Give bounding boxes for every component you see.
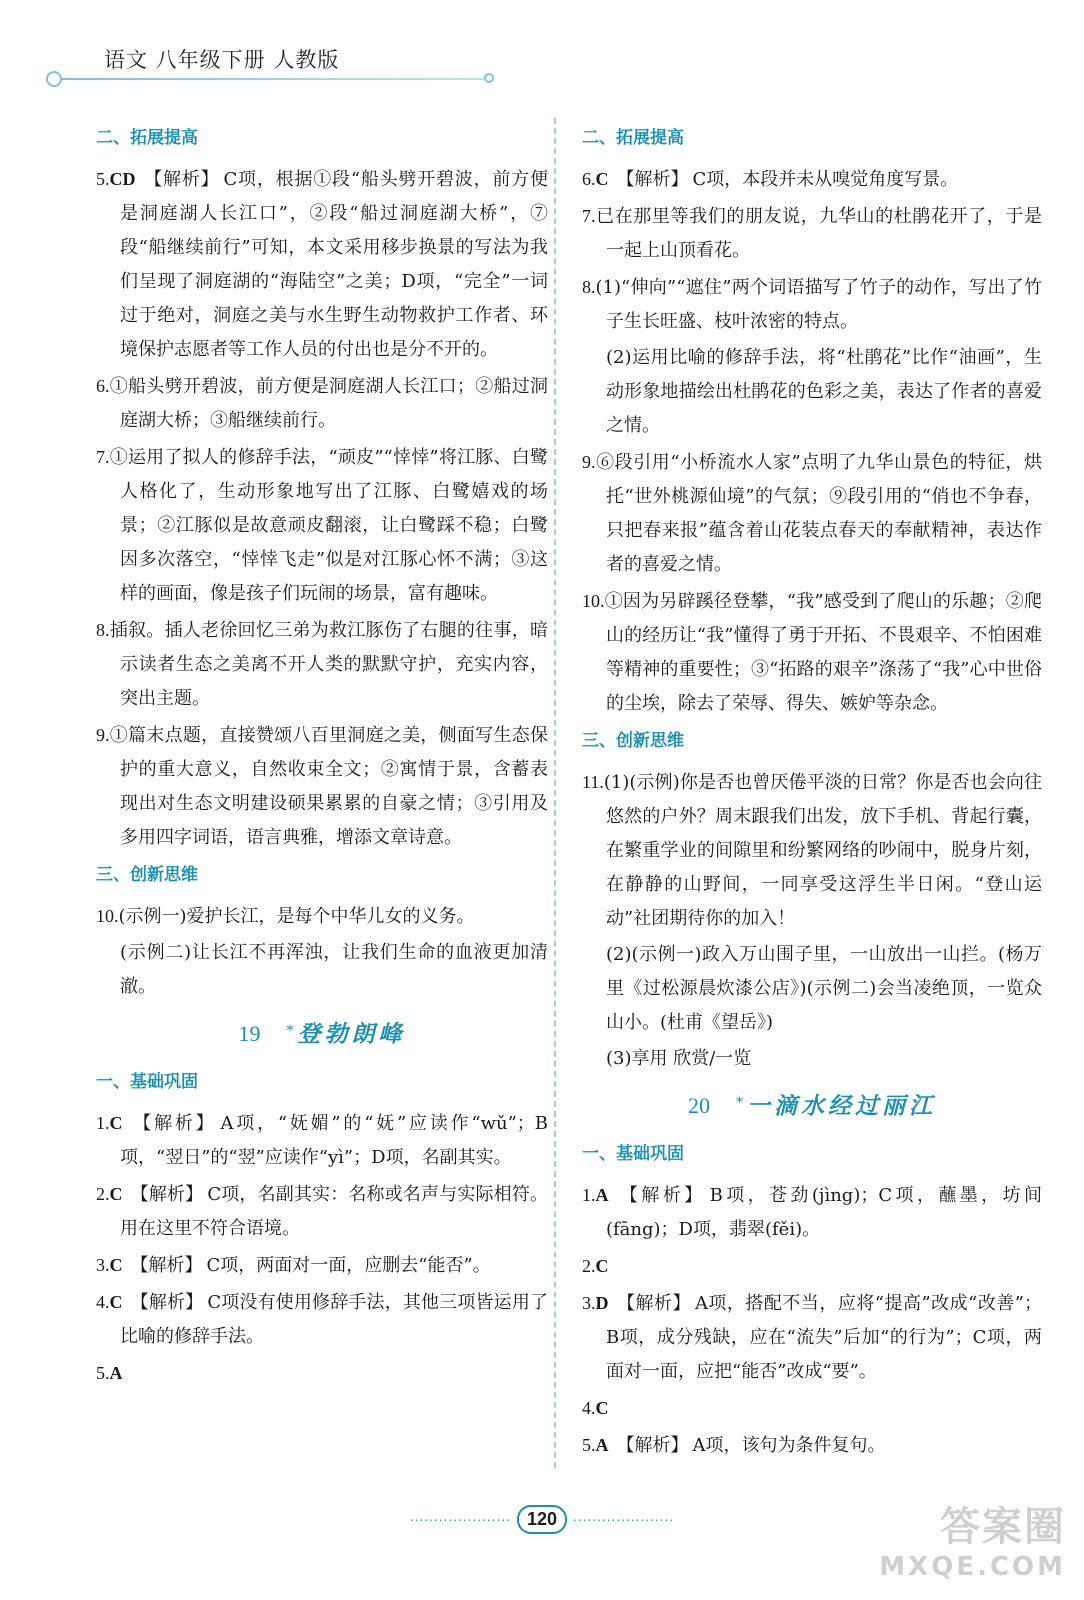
right-column <box>582 122 1042 1465</box>
lesson-number: 20 <box>688 1093 710 1119</box>
column-divider <box>554 118 556 1468</box>
answer-item-5: 5.CD 【解析】 C项，根据①段“船头劈开碧波，前方便是洞庭湖人长江口”，②段“船过洞庭湖大桥”，⑦段“船继续前行”可知，本文采用移步换景的写法为我们呈现了洞庭湖的“海陆空”之美；D项，“完全”一词过于绝对，洞庭之美与水生野生动物救护工作者、环境保护志愿者等工作人员的付出也是分不开的。 <box>96 169 548 360</box>
basic-item-3: 3.D 【解析】 A项，搭配不当，应将“提高”改成“改善”；B项，成分残缺，应在“流失”后加“的行为”；C项，两面对一面，应把“能否”改成“要”。 <box>582 1293 1042 1382</box>
answer-item-7: 7.①运用了拟人的修辞手法，“顽皮”“悻悻”将江豚、白鹭人格化了，生动形象地写出了江豚、白鹭嬉戏的场景；②江豚似是故意顽皮翻滚，让白鹭踩不稳；白鹭因多次落空，“悻悻飞走”似是对江豚心怀不满；③这样的画面，像是孩子们玩闹的场景，富有趣味。 <box>96 447 548 604</box>
answer-item-8: 8.插叙。插人老徐回忆三弟为救江豚伤了右腿的往事，暗示读者生态之美离不开人类的默默守护，充实内容，突出主题。 <box>96 620 548 709</box>
left-column <box>96 122 548 1393</box>
basic-item-5: 5.A 【解析】 A项，该句为条件复句。 <box>582 1435 886 1456</box>
answer-item-7: 7.已在那里等我们的朋友说，九华山的杜鹃花开了，于是一起上山顶看花。 <box>582 206 1042 261</box>
answer-item-11-sub-2: (2)(示例一)政入万山围子里，一山放出一山拦。(杨万里《过松源晨炊漆公店》)(示例二)会当凌绝顶，一览众山小。(杜甫《望岳》) <box>606 944 1042 1033</box>
basic-item-4: 4.C 【解析】 C项没有使用修辞手法，其他三项皆运用了比喻的修辞手法。 <box>96 1292 548 1347</box>
lesson-star: * <box>736 1095 743 1111</box>
basic-item-2: 2.C <box>582 1256 609 1276</box>
lesson-title-19 <box>96 1012 548 1050</box>
answer-item-11: 11.(1)(示例)你是否也曾厌倦平淡的日常？你是否也会向往悠然的户外？周末跟我们出发，放下手机、背起行囊，在繁重学业的间隙里和纷繁网络的吵闹中，脱身片刻，在静静的山野间，一同享受这浮生半日闲。“登山运动”社团期待你的加入！ <box>582 772 1042 929</box>
section-heading-innovation: 三、创新思维 <box>96 865 198 885</box>
watermark-url: MXQE.COM <box>879 1552 1066 1582</box>
answer-item-6: 6.C 【解析】 C项，本段并未从嗅觉角度写景。 <box>582 169 959 190</box>
watermark-text: 答案圈 <box>940 1504 1066 1550</box>
section-heading-basics: 一、基础巩固 <box>582 1144 684 1164</box>
book-header-title: 语文 八年级下册 人教版 <box>104 48 340 72</box>
basic-item-3: 3.C 【解析】 C项，两面对一面，应删去“能否”。 <box>96 1255 491 1276</box>
section-heading-extension: 二、拓展提高 <box>96 128 198 148</box>
footer-dots-right: ····················· <box>573 1513 675 1528</box>
answer-item-10-sub: (示例二)让长江不再浑浊，让我们生命的血液更加清澈。 <box>120 942 548 997</box>
header-rule <box>60 78 490 80</box>
basic-item-1: 1.C 【解析】 A项，“妩媚”的“妩”应读作“wǔ”；B项，“翌日”的“翌”应读作“yì”；D项，名副其实。 <box>96 1113 548 1168</box>
header-dot-left <box>46 71 62 87</box>
basic-item-5: 5.A <box>96 1363 123 1383</box>
answer-item-9: 9.①篇末点题，直接赞颂八百里洞庭之美，侧面写生态保护的重大意义，自然收束全文；②寓情于景，含蓄表现出对生态文明建设硕果累累的自豪之情；③引用及多用四字词语，语言典雅，增添文章诗意。 <box>96 725 548 848</box>
page-number: 120 <box>517 1505 567 1534</box>
section-heading-extension: 二、拓展提高 <box>582 128 684 148</box>
lesson-title-20 <box>582 1084 1042 1122</box>
lesson-star: * <box>286 1023 294 1039</box>
watermark-logo <box>879 1495 1066 1582</box>
basic-item-2: 2.C 【解析】 C项，名副其实：名称或名声与实际相符。用在这里不符合语境。 <box>96 1184 548 1239</box>
answer-item-10: 10.①因为另辟蹊径登攀，“我”感受到了爬山的乐趣；②爬山的经历让“我”懂得了勇于开拓、不畏艰辛、不怕困难等精神的重要性；③“拓路的艰辛”涤荡了“我”心中世俗的尘埃，除去了荣辱、得失、嫉妒等杂念。 <box>582 591 1042 714</box>
basic-item-4: 4.C <box>582 1398 609 1418</box>
answer-item-8-sub: (2)运用比喻的修辞手法，将“杜鹃花”比作“油画”，生动形象地描绘出杜鹃花的色彩之美，表达了作者的喜爱之情。 <box>606 347 1042 436</box>
answer-item-6: 6.①船头劈开碧波，前方便是洞庭湖人长江口；②船过洞庭湖大桥；③船继续前行。 <box>96 376 548 431</box>
answer-item-11-sub-3: (3)享用 欣赏/一览 <box>606 1048 752 1069</box>
answer-item-9: 9.⑥段引用“小桥流水人家”点明了九华山景色的特征，烘托“世外桃源仙境”的气氛；⑨段引用的“俏也不争春，只把春来报”蕴含着山花装点春天的奉献精神，表达作者的喜爱之情。 <box>582 452 1042 575</box>
section-heading-basics: 一、基础巩固 <box>96 1072 198 1092</box>
header-dot-right <box>484 73 494 83</box>
basic-item-1: 1.A 【解析】 B项，苍劲(jìng)；C项，蘸墨，坊间(fāng)；D项，翡翠(fěi)。 <box>582 1185 1043 1240</box>
answer-item-10: 10.(示例一)爱护长江，是每个中华儿女的义务。 <box>96 906 475 927</box>
lesson-number: 19 <box>238 1021 261 1047</box>
footer-dots-left: ····················· <box>409 1513 511 1528</box>
lesson-name: 一滴水经过丽江 <box>747 1092 936 1120</box>
section-heading-innovation: 三、创新思维 <box>582 731 684 751</box>
answer-item-8: 8.(1)“伸向”“遮住”两个词语描写了竹子的动作，写出了竹子生长旺盛、枝叶浓密的特点。 <box>582 277 1042 332</box>
lesson-name: 登勃朗峰 <box>297 1020 406 1048</box>
